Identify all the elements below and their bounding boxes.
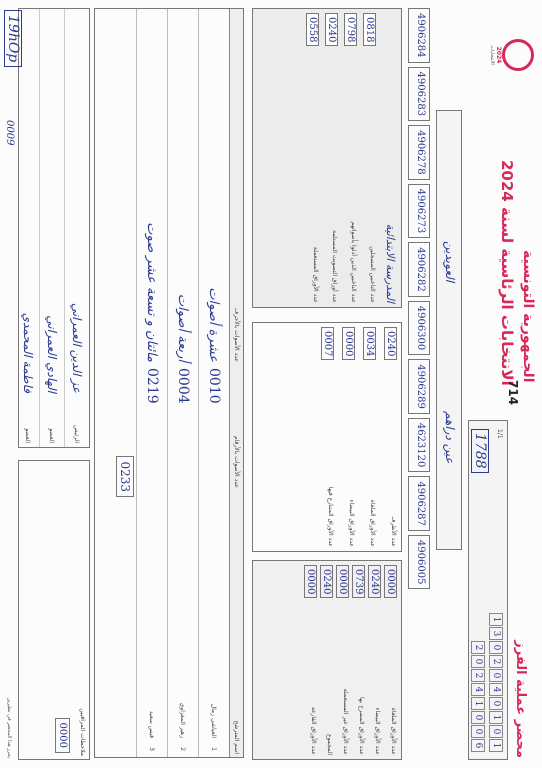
summary-block <box>252 8 402 308</box>
sheet-number: 714 <box>506 380 520 406</box>
stat-row <box>320 565 333 755</box>
code-digit: 0 <box>471 711 485 724</box>
strip-number: 4906287 <box>408 476 430 531</box>
date-digit: 2 <box>489 655 503 668</box>
middle-value: 0007 <box>321 327 334 360</box>
strip-number: 4906005 <box>408 535 430 590</box>
footer-note: يحرر هذا المحضر في نظيرين <box>6 697 12 758</box>
signature-role: العضو <box>24 428 32 443</box>
observers-note: ملاحظات المراقبين <box>79 708 86 756</box>
date-digit: 4 <box>489 683 503 696</box>
code-digit: 1 <box>471 697 485 710</box>
candidates-table <box>94 8 244 758</box>
stat-value: 0000 <box>304 565 317 598</box>
page-label: 1/1 <box>496 429 503 439</box>
strip-number: 4906283 <box>408 67 430 122</box>
summary-value: 0558 <box>306 13 319 46</box>
signature-role: العضو <box>48 428 56 443</box>
middle-label: عدد الأوراق المتنازع فيها <box>327 486 334 547</box>
middle-label: عدد الأوراق البيضاء <box>348 499 355 547</box>
signature-name: فاطمة المحمدي <box>21 312 35 393</box>
observers-total: 0000 <box>55 718 70 753</box>
col-header: عدد الأصوات بالأرقام <box>233 435 240 488</box>
candidate-votes-digits: 0004 <box>175 368 191 404</box>
strip-number: 4906284 <box>408 8 430 63</box>
total-votes: 0233 <box>116 456 134 497</box>
signature-row <box>17 9 39 447</box>
candidate-row <box>167 9 198 757</box>
strip-number: 4623120 <box>408 418 430 473</box>
strip-number: 4906273 <box>408 184 430 239</box>
col-header: اسم المترشح <box>233 720 240 754</box>
stat-label: عدد الأوراق البيضاء <box>374 707 381 755</box>
summary-label: عدد الناخبين الذين أدلوا بأصواتهم <box>350 221 357 303</box>
stat-label: المجموع <box>326 734 333 755</box>
logo-year: 2024 <box>495 46 502 64</box>
summary-row <box>344 13 357 303</box>
date-digit: 1 <box>489 739 503 752</box>
code-digit: 0 <box>471 725 485 738</box>
candidate-name: قيس سعيد <box>148 710 156 738</box>
code-digit: 0 <box>471 655 485 668</box>
candidate-votes-words: مائتان و تسعة عشر صوت <box>144 222 160 362</box>
signatures-block <box>18 8 90 448</box>
candidate-votes-words: عشرة أصوات <box>206 287 222 362</box>
summary-value: 0798 <box>344 13 357 46</box>
candidate-votes-words: أربعة أصوات <box>175 293 191 362</box>
candidate-index: 1 <box>210 747 218 751</box>
candidate-row <box>136 9 167 757</box>
code-digit: 6 <box>471 739 485 752</box>
summary-label: عدد الأوراق المستعملة <box>312 246 319 303</box>
region-row <box>436 110 462 550</box>
summary-label: عدد أوراق التصويت المستلمة <box>331 230 338 303</box>
center-name: المدرسة الابتدائية <box>384 223 397 303</box>
candidate-name: العياشي زمال <box>210 703 218 738</box>
candidate-index: 3 <box>148 747 156 751</box>
stat-row <box>336 565 349 755</box>
stat-label: عدد الأوراق الفارغة <box>310 706 317 755</box>
stat-value: 0240 <box>368 565 381 598</box>
date-digit: 1 <box>489 711 503 724</box>
candidate-votes-digits: 0010 <box>206 368 222 404</box>
signature-row <box>64 9 89 447</box>
stat-value: 0000 <box>384 565 397 598</box>
date-digit: 1 <box>489 613 503 626</box>
logo-emblem-icon <box>502 39 534 71</box>
middle-row <box>384 327 397 547</box>
signature-role: الرئيس <box>73 425 81 443</box>
subtitle: الانتخابات الرئاسية لسنة 2024 <box>498 160 516 386</box>
col-header: عدد الأصوات بالأحرف <box>233 308 240 362</box>
middle-value: 0000 <box>342 327 355 360</box>
delegation: عين دراهم <box>443 411 457 464</box>
strip-number: 4906282 <box>408 242 430 297</box>
stat-label: عدد الأوراق المصرح بها <box>358 697 365 755</box>
date-digit: 0 <box>489 641 503 654</box>
stat-row <box>304 565 317 755</box>
stat-row <box>368 565 381 755</box>
candidates-total-row <box>114 9 136 757</box>
stat-value: 0240 <box>320 565 333 598</box>
sector: العويدين <box>443 241 457 283</box>
logo-caption: الانتخابات <box>489 45 495 65</box>
candidates-header <box>229 9 243 757</box>
logo-block <box>474 10 534 100</box>
summary-value: 0818 <box>363 13 376 46</box>
summary-row <box>306 13 319 303</box>
date-digit: 3 <box>489 627 503 640</box>
form-title: محضر عملية الفرز <box>513 640 528 758</box>
stat-value: 0000 <box>336 565 349 598</box>
signature-name: الهادي العمراني <box>45 315 59 393</box>
candidate-row <box>198 9 229 757</box>
numbers-strip <box>408 8 430 758</box>
code-digit: 2 <box>471 641 485 654</box>
code-digits <box>471 641 485 753</box>
candidate-name: زهير المغزاوي <box>179 702 187 738</box>
code-digit: 4 <box>471 683 485 696</box>
date-digit: 0 <box>489 669 503 682</box>
observers-block <box>18 460 90 760</box>
candidate-index: 2 <box>179 747 187 751</box>
candidate-votes-digits: 0219 <box>144 368 160 404</box>
middle-value: 0240 <box>384 327 397 360</box>
stat-label: عدد الأوراق الملغاة <box>390 707 397 755</box>
footer-ref: 0009 <box>4 120 15 146</box>
signature-name: عز الدين العمراني <box>70 302 84 393</box>
middle-block <box>252 322 402 552</box>
summary-row <box>325 13 338 303</box>
stat-value: 0739 <box>352 565 365 598</box>
middle-row <box>321 327 334 547</box>
strip-number: 4906278 <box>408 125 430 180</box>
middle-value: 0034 <box>363 327 376 360</box>
middle-row <box>342 327 355 547</box>
office-strip <box>468 420 508 760</box>
middle-label: عدد الأوراق الملغاة <box>369 499 376 547</box>
date-digits <box>489 613 503 753</box>
stats-block <box>252 560 402 760</box>
stamp-id: 1788 <box>471 429 489 473</box>
signature-row <box>39 9 64 447</box>
summary-label: عدد الناخبين المسجلين <box>369 246 376 303</box>
date-digit: 0 <box>489 725 503 738</box>
summary-value: 0240 <box>325 13 338 46</box>
strip-number: 4906289 <box>408 359 430 414</box>
code-digit: 2 <box>471 669 485 682</box>
stat-label: عدد الأوراق غير المستعملة <box>342 688 349 755</box>
stat-row <box>352 565 365 755</box>
stat-row <box>384 565 397 755</box>
main-title: الجمهورية التونسية <box>520 250 536 383</box>
date-digit: 0 <box>489 697 503 710</box>
middle-row <box>363 327 376 547</box>
strip-number: 4906300 <box>408 301 430 356</box>
summary-row <box>363 13 376 303</box>
footer-stamp: 19hOp <box>4 10 22 67</box>
middle-label: عدد الأظرف <box>390 516 397 547</box>
